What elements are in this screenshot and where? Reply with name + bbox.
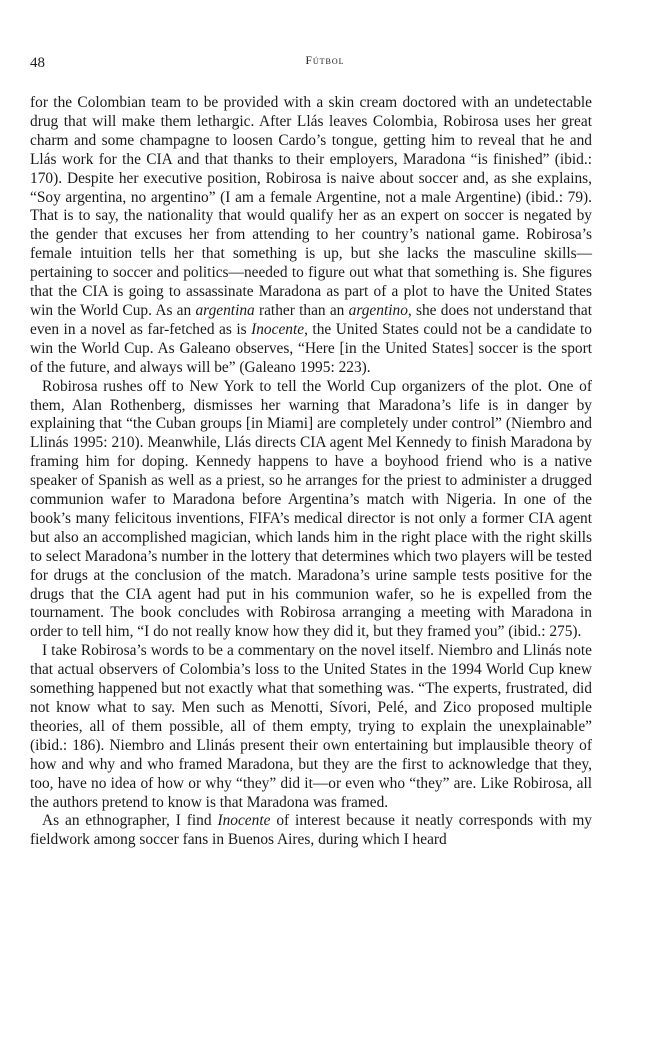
text-run: , she does not understand that even in a novel as far-fetched as is	[30, 301, 592, 338]
text-run: I take Robirosa’s words to be a commentary on the novel itself. Niembro and Llinás note that actual observers of Colombia’s loss to the United States in the 1994 World Cup knew something happened but not exactly what that something was. “The experts, frustrated, did not know what to say. Men such as Menotti, Sívori, Pelé, and Zico proposed multiple theories, all of them possible, all of them empty, trying to explain the unexplainable” (ibid.: 186). Niembro and Llinás present their own entertaining but implausible theory of how and why and who framed Maradona, but they are the first to acknowledge that they, too, have no idea of how or why “they” did it—or even who “they” are. Like Robirosa, all the authors pretend to know is that Maradona was framed.	[30, 642, 592, 811]
page-header	[30, 55, 620, 79]
text-run: Robirosa rushes off to New York to tell the World Cup organizers of the plot. One of them, Alan Rothenberg, dismisses her warning that Maradona’s life is in danger by explaining that “the Cuban groups [in Miami] are completely under control” (Niembro and Llinás 1995: 210). Meanwhile, Llás directs CIA agent Mel Kennedy to finish Maradona by framing him for doping. Kennedy happens to have a boyhood friend who is a native speaker of Spanish as well as a priest, so he arranges for the priest to administer a drugged communion wafer to Maradona before Argentina’s match with Nigeria. In one of the book’s many felicitous inventions, FIFA’s medical director is not only a former CIA agent but also an accomplished magician, which lands him in the right place with the right skills to select Maradona’s number in the lottery that determines which two players will be tested for drugs at the conclusion of the match. Maradona’s urine sample tests positive for the drugs that the CIA agent had put in his communion wafer, so he is expelled from the tournament. The book concludes with Robirosa arranging a meeting with Maradona in order to tell him, “I do not really know how they did it, but they framed you” (ibid.: 275).	[30, 377, 592, 641]
paragraph-2	[30, 378, 592, 643]
text-run: , the United States could not be a candidate to win the World Cup. As Galeano observes, “Here [in the United States] soccer is the sport of the future, and always will be” (Galeano 1995: 223).	[30, 320, 592, 376]
text-run: rather than an	[254, 301, 349, 319]
italic-run: argentina	[195, 301, 255, 319]
paragraph-1	[30, 94, 592, 378]
italic-run: Inocente	[251, 320, 305, 338]
italic-run: argentino	[348, 301, 408, 319]
running-head: Fútbol	[305, 55, 345, 67]
italic-run: Inocente	[217, 812, 271, 830]
paragraph-3	[30, 642, 592, 812]
text-run: for the Colombian team to be provided with a skin cream doctored with an undetectable drug that will make them lethargic. After Llás leaves Colombia, Robirosa uses her great charm and some champagne to loosen Cardo’s tongue, getting him to reveal that he and Llás work for the CIA and that thanks to their employers, Maradona “is finished” (ibid.: 170). Despite her executive position, Robirosa is naive about soccer and, as she explains, “Soy argentina, no argentino” (I am a female Argentine, not a male Argentine) (ibid.: 79). That is to say, the nationality that would qualify her as an expert on soccer is negated by the gender that excuses her from attending to her country’s national game. Robirosa’s female intuition tells her that something is up, but she lacks the masculine skills—pertaining to soccer and politics—needed to figure out what that something is. She figures that the CIA is going to assassinate Maradona as part of a plot to have the United States win the World Cup. As an	[30, 94, 592, 319]
page-number: 48	[30, 55, 45, 71]
body-text	[30, 94, 592, 850]
text-run: As an ethnographer, I find	[42, 812, 218, 830]
text-run: of interest because it neatly corresponds with my fieldwork among soccer fans in Buenos Aires, during which I heard	[30, 812, 592, 849]
paragraph-4	[30, 812, 592, 850]
